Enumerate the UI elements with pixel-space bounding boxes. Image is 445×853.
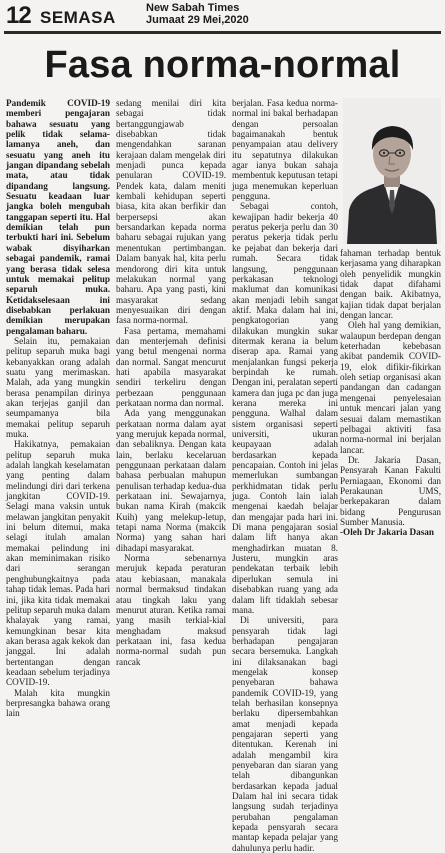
paragraph: Selain itu, pemakaian pelitup separuh muka bagi kebanyakkan orang adalah suatu yang merimaskan. Malah, ada yang mungkin berasa penampilan dirinya akan terjejas ganjil dan seumpamanya bila memakai pelitup separuh muka.	[6, 335, 110, 439]
paragraph: fahaman terhadap bentuk kerjasama yang diharapkan oleh penyelidik mungkin tidak dapat difahami dengan baik. Akibatnya, kajian tidak dapat berjalan dengan lancar.	[340, 248, 441, 321]
newspaper-name: New Sabah Times	[146, 2, 240, 14]
article-lede: Pandemik COVID-19 memberi pengajaran bahawa sesuatu yang pelik tidak selama-lamanya aneh, dan sesuatu yang aneh itu jangan dipandang sebelah mata, atau tidak dipandang langsung. Sesuatu keadaan luar jangka boleh mengubah tanggapan seperti itu. Hal demikian telah pun terbukti hari ini. Sebelum wabak disyiharkan sebagai pandemik, ramai yang berasa tidak selesa untuk memakai pelitup separuh muka. Ketidakselesaan ini disebabkan perlakuan demikian merupakan pengalaman baharu.	[6, 98, 110, 336]
paragraph: Sebagai contoh, kewajipan hadir bekerja 40 peratus pekerja perlu dan 30 peratus pekerja tidak perlu ke pejabat dan bekerja dari rumah. Secara tidak langsung, penggunaan perkakasan teknologi maklumat dan komunikasi akan menjadi lebih sangat aktif. Maka dalam hal ini, pengkatogorian yang dilakukan mungkin sukar ditermak kerana ia belum diserap apa. Ramai yang menjalankan fungsi pekerja berpindah ke rumah. Dengan ini, peralatan seperti kamera dan juga pc dan juga kerana mereka ini pengguna. Walhal dalam sistem organisasi seperti universiti, ukuran keupayaan adalah berdasarkan kepada pencapaian. Contoh ini jelas memerlukan sumbangan perkhidmatan tidak perlu juga. Contoh lain ialah mengenai kaedah belajar dan mengajar pada hari ini. Di mana pengajaran sosial dalam lift hanya akan menghadirkan muatan 8. Justeru, mungkin aras pendekatan terbaik lebih diperlukan semula ini disebabkan ruang yang ada dalam lift tidaklah sebesar mana.	[232, 201, 338, 615]
section-name: SEMASA	[40, 8, 116, 27]
paragraph: Hakikatnya, pemakaian pelitup separuh muka adalah langkah keselamatan yang penting dalam melindungi diri dari terkena jangkitan COVID-19. Selagi mana vaksin untuk melawan jangkitan penyakit ini belum ditemui, maka selagi itulah amalan memakai pelindung ini akan meminimakan risiko dari serangan penghubungkaitnya pada tahap tidak lemas. Pada hari ini, jika kita tidak memakai pelitup separuh muka dalam khalayak yang ramai, kemungkinan besar kita akan berasa agak kekok dan janggal. Ini adalah bertentangan dengan keadaan sebelum terjadinya COVID-19.	[6, 439, 110, 688]
newspaper-info	[146, 2, 249, 26]
publication-date: Jumaat 29 Mei,2020	[146, 14, 249, 26]
paragraph: Fasa pertama, memahami dan menterjemah definisi yang betul mengenai norma dan normal. Sangat mencurut hati apabila masyarakat sendiri terkeliru dengan perbezaan penggunaan perkataan norma dan normal.	[116, 325, 226, 408]
article-headline: Fasa norma-normal	[44, 44, 401, 86]
header-rule	[4, 31, 441, 34]
article-column-4	[340, 248, 441, 538]
paragraph: Dr. Jakaria Dasan, Pensyarah Kanan Fakulti Perniagaan, Ekonomi dan Perakaunan UMS, berkepakaran dalam bidang Pengurusan Sumber Manusia.	[340, 454, 441, 527]
paragraph: berjalan. Fasa kedua norma-normal ini bakal berhadapan dengan persoalan bagaimanakah bentuk penyampaian atau delivery itu sepatutnya dilakukan agar ianya bukan sahaja membentuk keputusan tetapi juga menemukan keperluan pengguna.	[232, 98, 338, 202]
paragraph: Norma sebenarnya merujuk kepada peraturan atau kebiasaan, manakala normal bermaksud tindakan atau tingkah laku yang menurut aturan. Ketika ramai yang masih terkial-kial menghadam maksud perkataan ini, fasa kedua norma-normal sudah pun rancak	[116, 553, 226, 667]
paragraph: Ada yang menggunakan perkataan norma dalam ayat yang merujuk kepada normal, dan sebaliknya. Dengan kata lain, berlaku kecelaruan penggunaan perkataan dalam bahasa perbualan mahupun penulisan terhadap kedua-dua perkataan ini. Sewajarnya, bukan nama Kirah (makcik Kuih) yang melekup-letup, tetapi nama Norma (makcik Norma) yang sahan hari dihadapi masyarakat.	[116, 408, 226, 553]
paragraph: sedang menilai diri kita sebagai tidak bertanggungjawab disebabkan tidak mengendahkan saranan kerajaan dalam mengelak diri menjadi punca kepada penularan COVID-19. Pendek kata, dalam meniti kembali kehidupan seperti biasa, kita akan berfikir dan berpersepsi akan bersandarkan kepada norma baharu sebagai rujukan yang menentukan pertimbangan. Dalam banyak hal, kita perlu mendorong diri kita untuk melakukan normal yang baharu. Apa yang pasti, kini masyarakat sedang menyesuaikan diri dengan fasa norma-normal.	[116, 98, 226, 326]
page-number: 12	[6, 2, 31, 29]
author-byline: -Oleh Dr Jakaria Dasan	[340, 527, 435, 538]
paragraph: Di universiti, para pensyarah tidak lagi berhadapan pengajaran secara bersemuka. Langkah ini dilaksanakan bagi mengelak konsep penyebaran bahawa pandemik COVID-19, yang telah berhasilan konsepnya berlaku dipersembahkan amat menjadi kepada pengajaran seperti yang ditentukan. Kerenah ini adalah mengambil kira penyebaran dan siaran yang telah dibangunkan berdasarkan kepada jadual Dalam hal ini secara tidak langsung sudah terjadinya perubahan pengalaman kepada pensyarah secara mantap kepada pelajar yang dahulunya perlu hadir.	[232, 615, 338, 853]
portrait-illustration	[343, 98, 441, 244]
masthead	[0, 0, 445, 33]
article-column-2	[116, 98, 226, 667]
author-photo	[343, 98, 441, 244]
paragraph: Oleh hal yang demikian, walaupun berdepan dengan keterhadan kebebasan akibat pandemik COVID-19, elok difikir-fikirkan oleh setiap organisasi akan pandangan dan cadangan mengenai penyelesaian untuk mencari jalan yang sesuai dalam memastikan pelbagai aktiviti fasa norma-normal ini berjalan lancar.	[340, 320, 441, 455]
paragraph: Malah kita mungkin berpresangka bahawa orang lain	[6, 687, 110, 719]
article-column-3	[232, 98, 338, 853]
article-column-1	[6, 98, 110, 719]
